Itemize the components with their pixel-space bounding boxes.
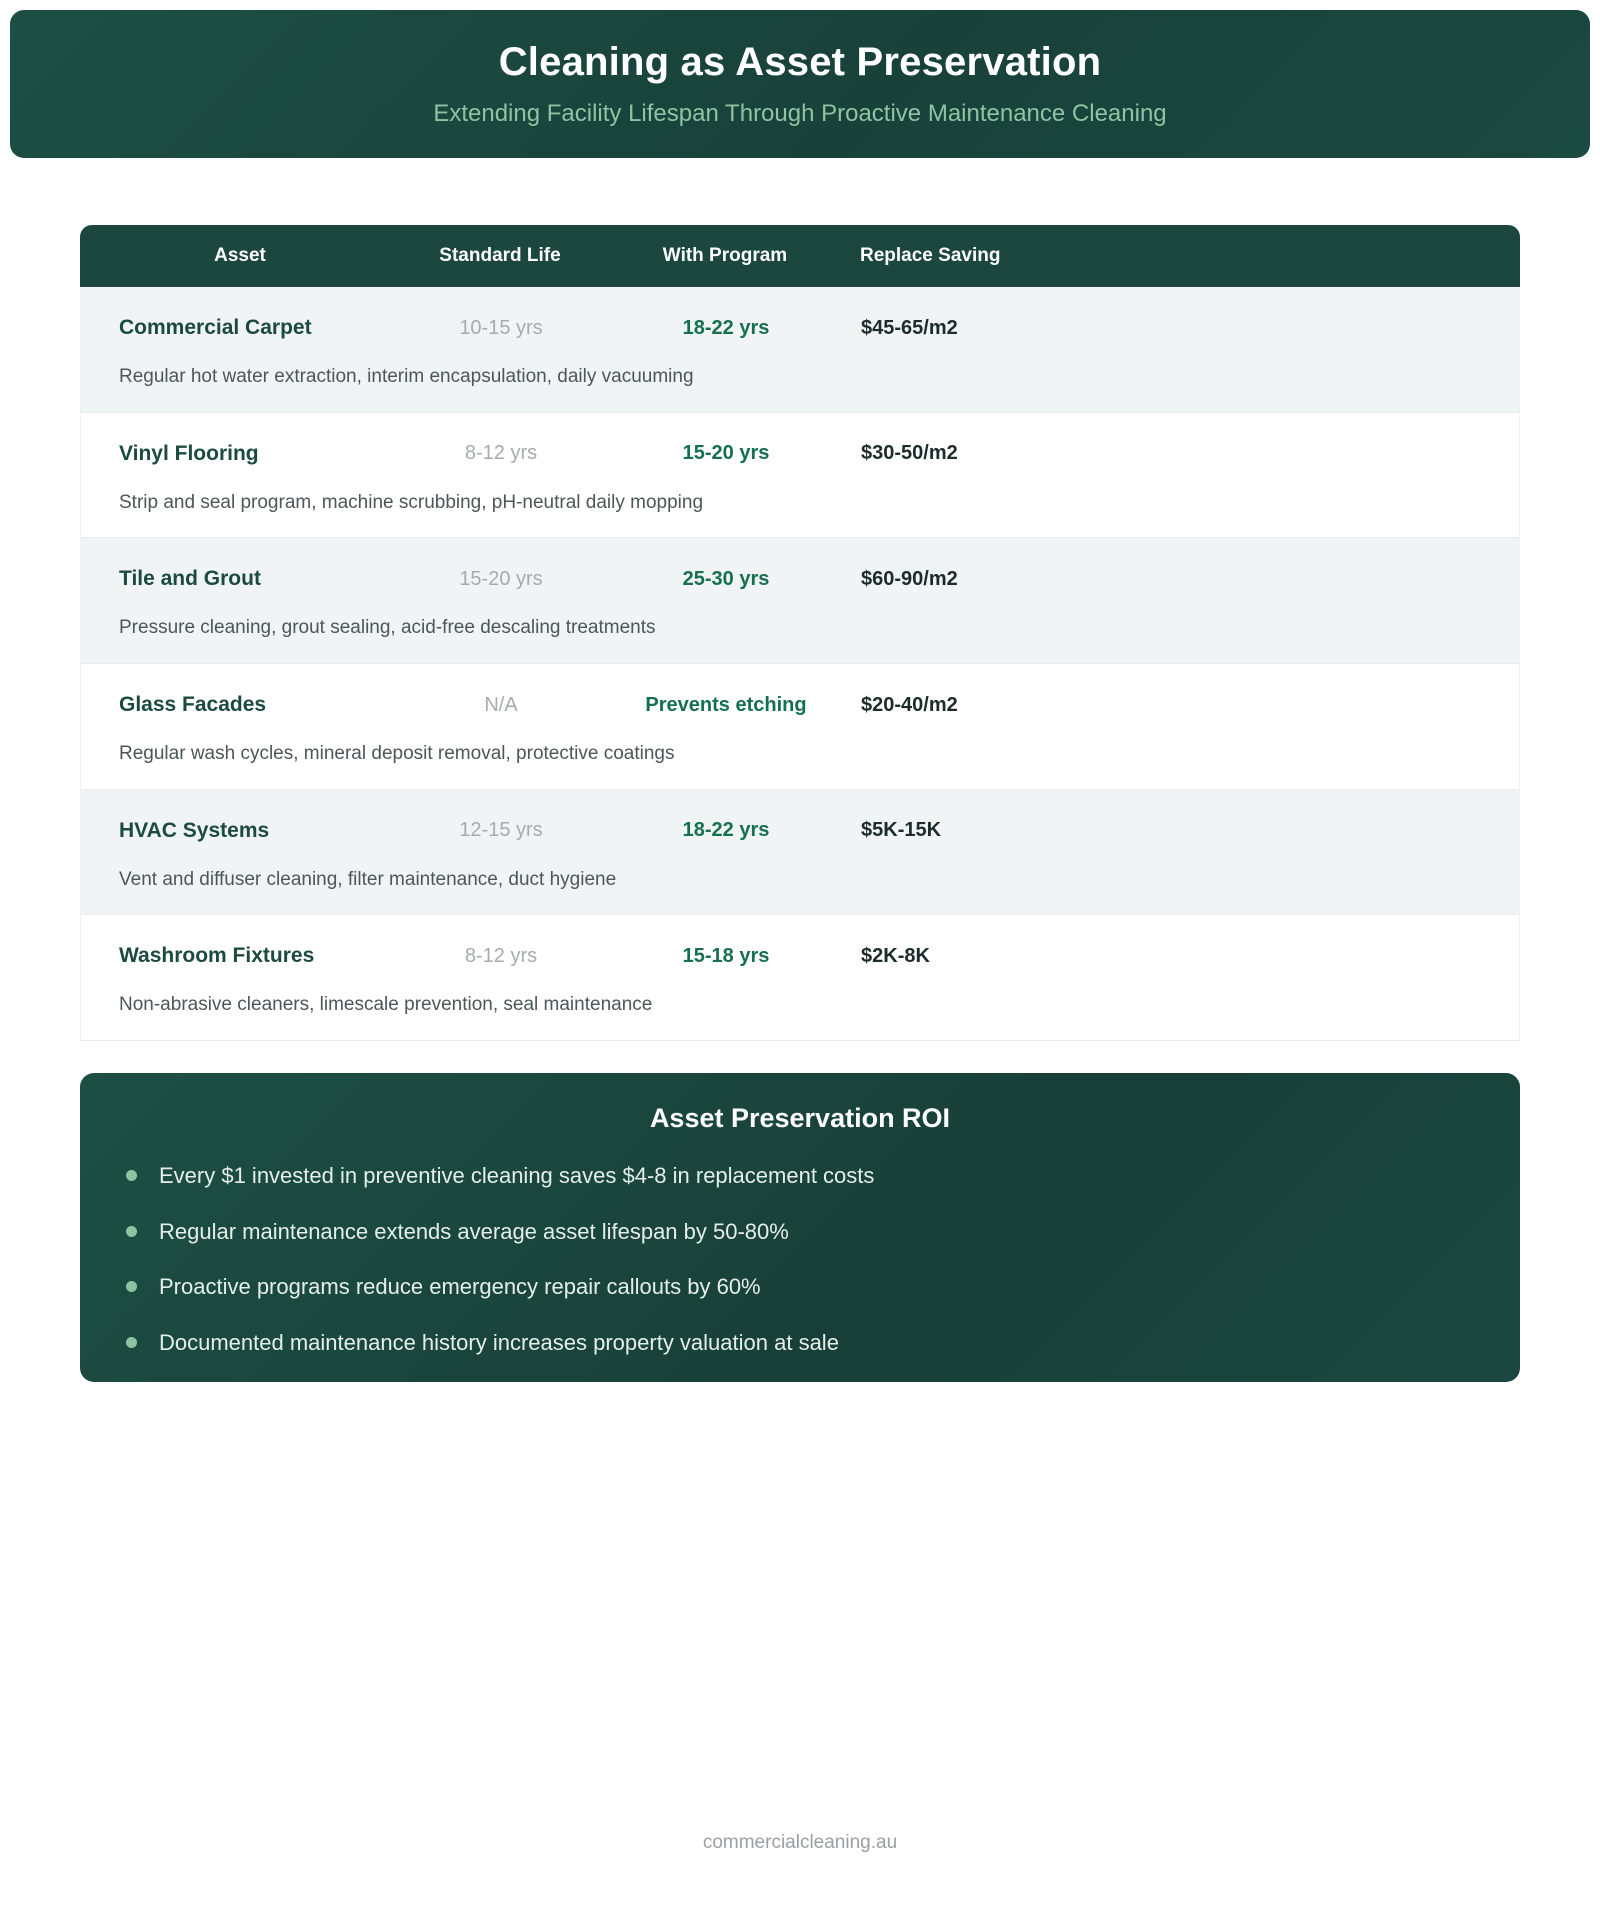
- column-header-replace-saving: Replace Saving: [860, 245, 1001, 266]
- cell-standard-life: 8-12 yrs: [464, 442, 538, 465]
- column-header-with-program: With Program: [662, 245, 788, 266]
- column-header-standard-life: Standard Life: [439, 245, 561, 266]
- table-row: [80, 538, 1520, 664]
- table-row: [80, 664, 1520, 790]
- roi-list: [80, 1162, 1520, 1356]
- table-header-row: [80, 225, 1520, 287]
- roi-item-text: Documented maintenance history increases property valuation at sale: [159, 1329, 839, 1355]
- cell-asset: HVAC Systems: [119, 818, 270, 842]
- cell-asset: Tile and Grout: [119, 567, 261, 591]
- table-row-main: [81, 562, 1519, 596]
- list-item: [126, 1162, 1520, 1190]
- cell-replace-saving: $5K-15K: [861, 819, 942, 842]
- cell-standard-life: N/A: [484, 693, 518, 716]
- roi-panel: [80, 1073, 1520, 1382]
- table-row: [80, 915, 1520, 1041]
- table-row-main: [81, 688, 1519, 722]
- bullet-dot-icon: [126, 1281, 137, 1292]
- roi-item-text: Every $1 invested in preventive cleaning saves $4-8 in replacement costs: [159, 1163, 875, 1189]
- cell-with-program: 15-20 yrs: [682, 442, 770, 465]
- table-row-main: [81, 939, 1519, 973]
- cell-standard-life: 10-15 yrs: [459, 316, 543, 339]
- table-card: [80, 225, 1520, 1041]
- cell-asset: Washroom Fixtures: [119, 944, 315, 968]
- cell-replace-saving: $45-65/m2: [861, 316, 958, 339]
- page-subtitle: Extending Facility Lifespan Through Proactive Maintenance Cleaning: [433, 100, 1167, 127]
- cell-standard-life: 12-15 yrs: [459, 819, 543, 842]
- roi-item-text: Proactive programs reduce emergency repair callouts by 60%: [159, 1274, 761, 1300]
- table-row: [80, 790, 1520, 916]
- cell-replace-saving: $2K-8K: [861, 944, 930, 967]
- table-row: [80, 287, 1520, 413]
- footer-domain: commercialcleaning.au: [702, 1832, 898, 1853]
- table-row-main: [81, 814, 1519, 848]
- cell-note: Regular wash cycles, mineral deposit removal, protective coatings: [119, 743, 675, 765]
- cell-standard-life: 15-20 yrs: [459, 567, 543, 590]
- column-header-asset: Asset: [214, 245, 266, 266]
- bullet-dot-icon: [126, 1226, 137, 1237]
- list-item: [126, 1273, 1520, 1301]
- bullet-dot-icon: [126, 1170, 137, 1181]
- cell-with-program: 15-18 yrs: [682, 944, 770, 967]
- roi-item-text: Regular maintenance extends average asset lifespan by 50-80%: [159, 1218, 789, 1244]
- cell-replace-saving: $60-90/m2: [861, 567, 958, 590]
- header-banner: [10, 10, 1590, 158]
- list-item: [126, 1218, 1520, 1246]
- cell-with-program: 18-22 yrs: [682, 316, 770, 339]
- cell-with-program: Prevents etching: [645, 693, 807, 716]
- cell-note: Regular hot water extraction, interim encapsulation, daily vacuuming: [119, 366, 694, 387]
- cell-with-program: 25-30 yrs: [682, 567, 770, 590]
- table-row-main: [81, 311, 1519, 345]
- cell-standard-life: 8-12 yrs: [464, 944, 538, 967]
- infographic-page: [0, 10, 1600, 1910]
- cell-note: Vent and diffuser cleaning, filter maintenance, duct hygiene: [119, 868, 617, 890]
- asset-lifespan-table: [80, 225, 1520, 1041]
- cell-note: Pressure cleaning, grout sealing, acid-free descaling treatments: [119, 617, 656, 639]
- cell-replace-saving: $30-50/m2: [861, 442, 958, 465]
- cell-replace-saving: $20-40/m2: [861, 693, 958, 716]
- cell-asset: Glass Facades: [119, 693, 267, 717]
- cell-note: Strip and seal program, machine scrubbing, pH-neutral daily mopping: [119, 491, 704, 513]
- table-row-main: [81, 437, 1519, 471]
- table-row: [80, 413, 1520, 539]
- list-item: [126, 1329, 1520, 1357]
- bullet-dot-icon: [126, 1337, 137, 1348]
- roi-panel-title: Asset Preservation ROI: [649, 1103, 951, 1134]
- page-title: Cleaning as Asset Preservation: [498, 40, 1102, 84]
- cell-with-program: 18-22 yrs: [682, 819, 770, 842]
- cell-note: Non-abrasive cleaners, limescale prevention, seal maintenance: [119, 994, 653, 1016]
- cell-asset: Commercial Carpet: [119, 316, 312, 339]
- cell-asset: Vinyl Flooring: [119, 441, 259, 465]
